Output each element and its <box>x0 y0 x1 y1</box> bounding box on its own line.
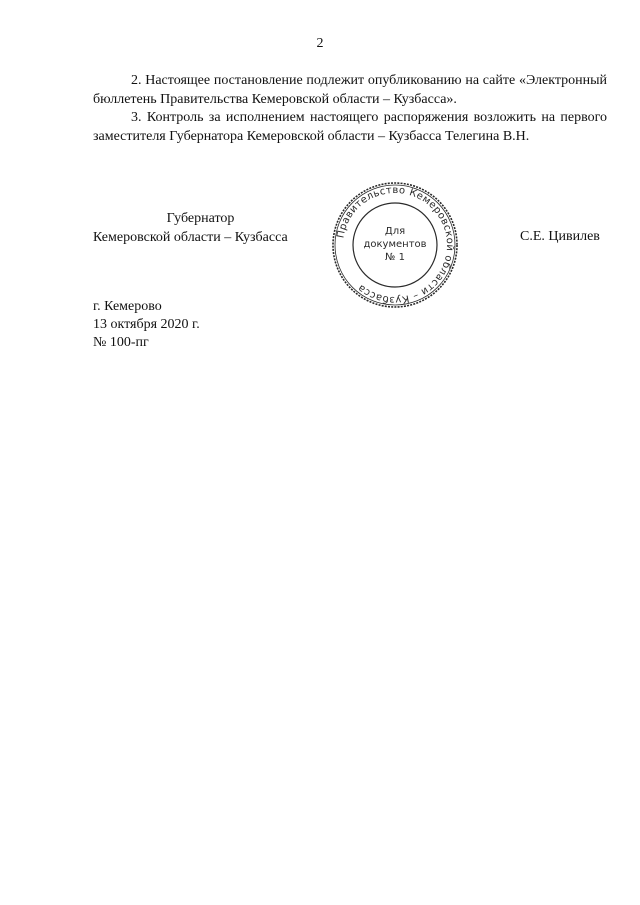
issue-date: 13 октября 2020 г. <box>93 317 200 332</box>
signatory-region: Кемеровской области – Кузбасса <box>93 229 288 245</box>
official-seal <box>330 180 460 310</box>
signatory-name: С.Е. Цивилев <box>520 229 600 244</box>
page-number: 2 <box>316 36 324 51</box>
seal-inner-line3: № 1 <box>385 252 405 263</box>
document-number: № 100-пг <box>93 335 149 350</box>
seal-inner-line2: документов <box>363 239 427 250</box>
paragraph-publication: 2. Настоящее постановление подлежит опубликованию на сайте «Электронный бюллетень Правительства Кемеровской области – Кузбасса». <box>93 73 607 107</box>
document-body <box>93 72 607 146</box>
seal-inner-line1: Для <box>384 226 406 237</box>
issue-city: г. Кемерово <box>93 299 162 314</box>
document-requisites <box>93 298 200 352</box>
paragraph-control: 3. Контроль за исполнением настоящего распоряжения возложить на первого заместителя Губернатора Кемеровской области – Кузбасса Телегина В.Н. <box>93 110 607 144</box>
seal-outer-text: Правительство Кемеровской области – Кузбасса <box>335 184 456 306</box>
signatory-title: Губернатор <box>166 211 235 226</box>
signatory-position <box>93 210 308 247</box>
